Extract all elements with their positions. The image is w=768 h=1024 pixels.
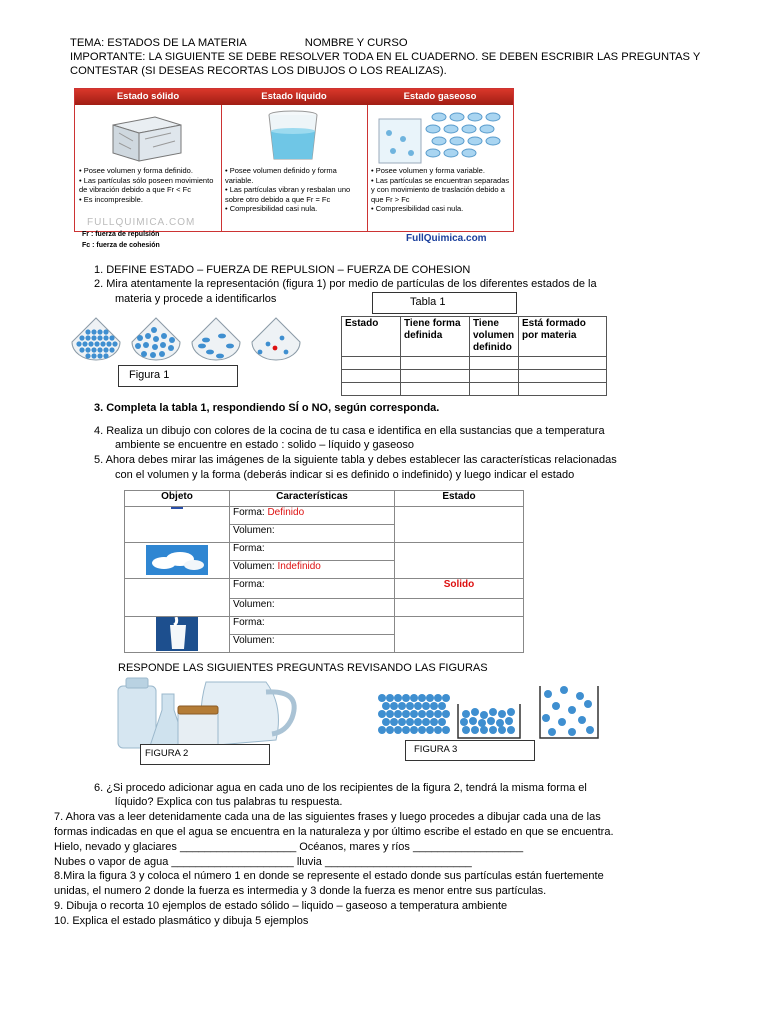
t2-forma-2	[230, 543, 395, 561]
question-8-line-1: 8.Mira la figura 3 y coloca el número 1 en donde se represente el estado donde sus partículas están fuertemente	[54, 870, 604, 882]
estado-value-3: Solido	[443, 579, 475, 590]
liquid-header: Estado líquido	[261, 91, 327, 102]
t2-object-2	[125, 543, 230, 579]
solid-header: Estado sólido	[116, 91, 180, 102]
volumen-label: Volumen:	[233, 635, 275, 646]
question-6-line-2: líquido? Explica con tus palabras tu respuesta.	[115, 796, 343, 808]
figura3-label: FIGURA 3	[414, 744, 458, 755]
t1-header-materia: Está formado por materia	[519, 317, 607, 357]
figure-1-particles	[70, 316, 310, 364]
worksheet-header	[70, 36, 730, 78]
clouds-image	[146, 545, 208, 575]
legend-fc: Fc : fuerza de cohesión	[82, 242, 160, 249]
t2-estado-4	[395, 617, 524, 653]
volumen-value-2: Indefinido	[277, 561, 321, 572]
name-field-label: NOMBRE Y CURSO	[304, 37, 408, 49]
question-2-line-2: materia y procede a identificarlos	[115, 293, 277, 305]
question-1: 1. DEFINE ESTADO – FUERZA DE REPULSION – FUERZA DE COHESION	[94, 264, 471, 276]
question-5-line-2: con el volumen y la forma (deberás indicar si es definido o indefinido) y luego indicar el estado	[115, 469, 575, 481]
question-6-line-1: 6. ¿Si procedo adicionar agua en cada uno de los recipientes de la figura 2, tendrá la misma forma el	[94, 782, 587, 794]
t1-header-estado: Estado	[342, 317, 401, 357]
fullquimica-logo: FullQuimica.com	[406, 233, 487, 244]
liquid-prop-2: • Las partículas vibran y resbalan uno sobre otro debido a que Fr = Fc	[225, 185, 351, 204]
instructions-line-2: CONTESTAR (SI DESEAS RECORTAS LOS DIBUJOS O LOS REALIZAS).	[70, 65, 447, 77]
liquid-prop-1: • Posee volumen definido y forma variable.	[225, 166, 337, 185]
figura3-label-box	[405, 740, 535, 761]
t2-forma-1	[230, 507, 395, 525]
forma-label: Forma:	[233, 543, 265, 554]
solid-prop-3: • Es incompresible.	[79, 194, 143, 204]
topic-title: TEMA: ESTADOS DE LA MATERIA	[70, 37, 247, 49]
question-2-line-1: 2. Mira atentamente la representación (figura 1) por medio de partículas de los diferentes estados de la	[94, 278, 597, 290]
t2-estado-2	[395, 543, 524, 579]
instructions-line-1: IMPORTANTE: LA SIGUIENTE SE DEBE RESOLVER TODA EN EL CUADERNO. SE DEBEN ESCRIBIR LAS PREGUNTAS Y	[70, 51, 701, 63]
question-7-line-1: 7. Ahora vas a leer detenidamente cada una de las siguientes frases y luego procedes a dibujar cada una de las	[54, 811, 601, 823]
water-glass-icon	[263, 109, 323, 163]
question-4-line-1: 4. Realiza un dibujo con colores de la cocina de tu casa e identifica en ella sustancias que a temperatura	[94, 425, 605, 437]
t2-estado-1	[395, 507, 524, 543]
question-8-line-2: unidas, el numero 2 donde la fuerza es intermedia y 3 donde la fuerza es menor entre sus partículas.	[54, 885, 547, 897]
t2-header-caracteristicas: Características	[230, 491, 395, 507]
question-7-line-3: Hielo, nevado y glaciares ___________________ Océanos, mares y ríos __________________	[54, 841, 524, 853]
question-7-line-2: formas indicadas en que el agua se encuentra en la naturaleza y por último escribe el estado en que se encuentra.	[54, 826, 614, 838]
figura2-label-box	[140, 744, 270, 765]
figure-2-containers	[116, 676, 306, 750]
table-1	[341, 316, 607, 396]
watermark: FULLQUIMICA.COM	[87, 217, 196, 228]
solid-prop-1: • Posee volumen y forma definido.	[79, 166, 193, 175]
forma-label: Forma:	[233, 579, 265, 590]
t2-forma-4	[230, 617, 395, 635]
milk-glass-image	[156, 617, 198, 651]
t1-header-volumen: Tiene volumen definido	[470, 317, 519, 357]
question-5-line-1: 5. Ahora debes mirar las imágenes de la siguiente tabla y debes establecer las características relacionadas	[94, 454, 617, 466]
question-10: 10. Explica el estado plasmático y dibuja 5 ejemplos	[54, 915, 309, 927]
solid-properties	[79, 166, 219, 204]
gas-container-icon	[375, 109, 507, 167]
solid-prop-2: • Las partículas sólo poseen movimiento de vibración debido a que Fr < Fc	[79, 175, 214, 195]
t1-header-forma: Tiene forma definida	[401, 317, 470, 357]
t2-volumen-4	[230, 635, 395, 653]
question-7-line-4: Nubes o vapor de agua ____________________ lluvia ________________________	[54, 856, 472, 868]
t2-volumen-1	[230, 525, 395, 543]
table-2	[124, 490, 524, 653]
states-of-matter-image	[74, 88, 514, 232]
forma-label: Forma:	[233, 507, 265, 518]
tabla1-label: Tabla 1	[410, 296, 446, 308]
figura1-label-box	[118, 365, 238, 387]
gas-properties	[371, 166, 511, 214]
ice-cube-icon	[105, 111, 185, 163]
t2-forma-3	[230, 579, 395, 599]
t2-object-4	[125, 617, 230, 653]
forma-value-1: Definido	[267, 507, 305, 518]
volumen-label: Volumen:	[233, 599, 275, 610]
t2-object-3	[125, 579, 230, 617]
forma-label: Forma:	[233, 617, 265, 628]
volumen-label: Volumen:	[233, 525, 275, 536]
t2-header-objeto: Objeto	[125, 491, 230, 507]
t2-volumen-2	[230, 561, 395, 579]
figura2-label: FIGURA 2	[145, 748, 189, 759]
figura1-label: Figura 1	[129, 369, 170, 381]
gas-prop-1: • Posee volumen y forma variable.	[371, 166, 485, 175]
figure-3-beakers	[376, 684, 606, 742]
gas-header: Estado gaseoso	[403, 91, 477, 102]
t2-object-1	[125, 507, 230, 543]
gas-prop-2: • Las partículas se encuentran separadas y con movimiento de traslación debido a que Fr > Fc	[371, 175, 510, 204]
t2-estado-3	[395, 579, 524, 599]
legend-fr: Fr : fuerza de repulsión	[82, 231, 160, 238]
liquid-properties	[225, 166, 365, 214]
volumen-label: Volumen:	[233, 561, 275, 572]
question-9: 9. Dibuja o recorta 10 ejemplos de estado sólido – liquido – gaseoso a temperatura ambiente	[54, 900, 508, 912]
responde-heading: RESPONDE LAS SIGUIENTES PREGUNTAS REVISANDO LAS FIGURAS	[118, 662, 488, 674]
gas-prop-3: • Compresibilidad casi nula.	[371, 204, 464, 214]
question-4-line-2: ambiente se encuentre en estado : solido – líquido y gaseoso	[115, 439, 415, 451]
question-3: 3. Completa la tabla 1, respondiendo SÍ o NO, según corresponda.	[94, 402, 440, 414]
liquid-prop-3: • Compresibilidad casi nula.	[225, 204, 318, 214]
t2-volumen-3	[230, 599, 395, 617]
t2-header-estado: Estado	[395, 491, 524, 507]
tabla1-label-box	[372, 292, 517, 314]
